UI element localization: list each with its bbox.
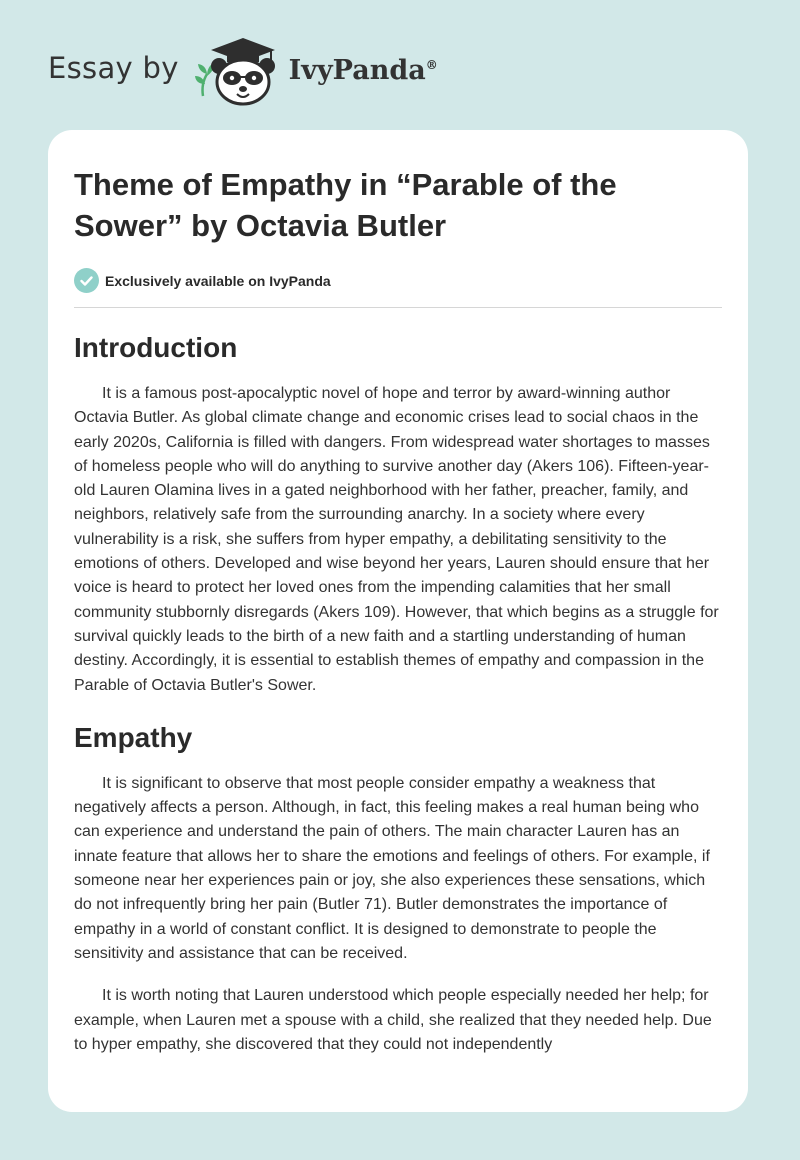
exclusive-text: Exclusively available on IvyPanda bbox=[105, 272, 331, 289]
site-brand[interactable] bbox=[48, 36, 438, 108]
panda-graduate-icon bbox=[193, 36, 285, 108]
paragraph: It is worth noting that Lauren understood which people especially needed her help; for example, when Lauren met a spouse with a child, she realized that they needed help. Due to hyper empathy, she discovered that they could not independently bbox=[74, 987, 712, 1053]
exclusive-badge bbox=[74, 268, 722, 293]
paragraph: It is a famous post-apocalyptic novel of hope and terror by award-winning author Octavia Butler. As global climate change and economic crises lead to social chaos in the early 2020s, California is filled with dangers. From widespread water shortages to masses of homeless people who will do anything to survive another day (Akers 106). Fifteen-year-old Lauren Olamina lives in a gated neighborhood with her father, preacher, family, and neighbors, relatively safe from the surrounding anarchy. In a society where every vulnerability is a risk, she suffers from hyper empathy, a debilitating sensitivity to the emotions of others. Developed and wise beyond her years, Lauren should ensure that her voice is heard to protect her loved ones from the impending calamities that her small community stubbornly disregards (Akers 109). However, that which begins as a struggle for survival quickly leads to the birth of a new faith and a startling understanding of human destiny. Accordingly, it is essential to establish themes of empathy and compassion in the Parable of Octavia Butler's Sower. bbox=[74, 385, 719, 694]
brand-name-text: IvyPanda bbox=[288, 54, 426, 86]
section-introduction bbox=[74, 330, 722, 698]
brand-name bbox=[289, 55, 438, 86]
section-heading: Introduction bbox=[74, 332, 238, 363]
paragraph: It is significant to observe that most people consider empathy a weakness that negatively affects a person. Although, in fact, this feeling makes a real human being who can experience and understand the pain of others. The main character Lauren has an innate feature that allows her to share the emotions and feelings of others. For example, if someone near her experiences pain or joy, she also experiences these sensations, which do not infrequently bring her pain (Butler 71). Butler demonstrates the importance of empathy in a world of constant conflict. It is designed to demonstrate to people the sensitivity and assistance that can be received. bbox=[74, 774, 710, 962]
brand-prefix: Essay by bbox=[48, 51, 179, 85]
section-empathy bbox=[74, 720, 722, 1057]
divider bbox=[74, 307, 722, 308]
essay-card bbox=[48, 130, 748, 1112]
checkmark-circle-icon bbox=[74, 268, 99, 293]
section-heading: Empathy bbox=[74, 721, 193, 753]
essay-content bbox=[74, 164, 722, 1057]
essay-title: Theme of Empathy in “Parable of the Sower” by Octavia Butler bbox=[74, 167, 617, 243]
registered-mark: ® bbox=[425, 57, 438, 72]
